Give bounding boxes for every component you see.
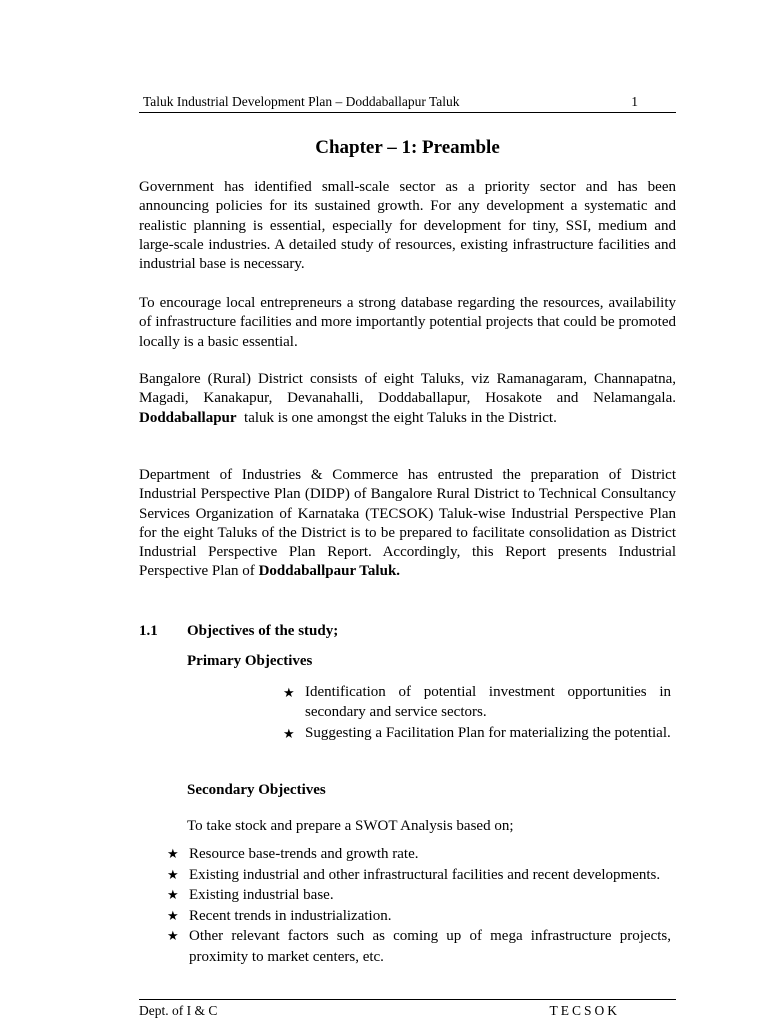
list-item [167, 885, 671, 906]
list-item-text: Suggesting a Facilitation Plan for materializing the potential. [305, 725, 671, 741]
chapter-title: Chapter – 1: Preamble [315, 137, 500, 158]
list-item [283, 724, 671, 744]
primary-objectives-list [283, 683, 671, 746]
paragraph-3-text-a: Bangalore (Rural) District consists of eight Taluks, viz Ramanagaram, Channapatna, Magadi, Kanakapur, Devanahalli, Doddaballapur, Hosakote and Nelamangala. [139, 371, 676, 407]
star-bullet-icon: ★ [283, 726, 295, 741]
paragraph-1: Government has identified small-scale sector as a priority sector and has been announcing policies for its sustained growth. For any development a systematic and realistic planning is essential, especially for development for tiny, SSI, medium and large-scale industries. A detailed study of resources, existing infrastructure facilities and industrial base is necessary. [139, 179, 676, 273]
primary-objectives-heading: Primary Objectives [187, 653, 313, 669]
footer-department: Dept. of I & C [139, 1003, 218, 1018]
star-bullet-icon: ★ [167, 887, 179, 902]
star-bullet-icon: ★ [167, 928, 179, 943]
list-item [167, 844, 671, 865]
page-number: 1 [631, 94, 638, 109]
list-item-text: Recent trends in industrialization. [189, 907, 392, 924]
list-item-text: Resource base-trends and growth rate. [189, 846, 419, 862]
list-item [167, 906, 671, 927]
footer-organization: TECSOK [549, 1003, 620, 1018]
paragraph-2: To encourage local entrepreneurs a strong database regarding the resources, availability of infrastructure facilities and more importantly potential projects that could be promoted locally is a basic essential. [139, 295, 676, 350]
secondary-intro: To take stock and prepare a SWOT Analysis based on; [187, 818, 514, 834]
list-item-text: Other relevant factors such as coming up of mega infrastructure projects, proximity to market centers, etc. [189, 928, 671, 965]
page-header [139, 92, 676, 113]
star-bullet-icon: ★ [283, 685, 295, 700]
header-title: Taluk Industrial Development Plan – Doddaballapur Taluk [143, 94, 460, 109]
star-bullet-icon: ★ [167, 846, 179, 861]
paragraph-3-text-b: taluk is one amongst the eight Taluks in the District. [244, 409, 557, 426]
list-item [283, 683, 671, 722]
paragraph-4 [139, 466, 676, 582]
star-bullet-icon: ★ [167, 907, 179, 923]
star-bullet-icon: ★ [167, 866, 179, 882]
paragraph-3 [139, 370, 676, 428]
section-title: Objectives of the study; [187, 623, 339, 639]
paragraph-4-bold: Doddaballpaur Taluk. [258, 563, 401, 580]
list-item [167, 926, 671, 967]
paragraph-3-bold: Doddaballapur [139, 409, 237, 426]
list-item-text: Existing industrial and other infrastructural facilities and recent developments. [189, 866, 661, 883]
secondary-objectives-heading: Secondary Objectives [187, 782, 326, 798]
list-item-text: Existing industrial base. [189, 887, 334, 903]
list-item [167, 865, 671, 886]
paragraph-4-text: Department of Industries & Commerce has entrusted the preparation of District Industrial Perspective Plan (DIDP) of Bangalore Rural District to Technical Consultancy Services Organization of Karnataka (TECSOK) Taluk-wise Industrial Perspective Plan for the eight Taluks of the District is to be prepared to facilitate consolidation as District Industrial Perspective Plan Report. Accordingly, this Report presents Industrial Perspective Plan of [139, 467, 676, 580]
page-footer [139, 999, 676, 1018]
secondary-objectives-list [167, 844, 671, 967]
list-item-text: Identification of potential investment opportunities in secondary and service sectors. [305, 684, 671, 720]
section-number: 1.1 [139, 623, 158, 639]
